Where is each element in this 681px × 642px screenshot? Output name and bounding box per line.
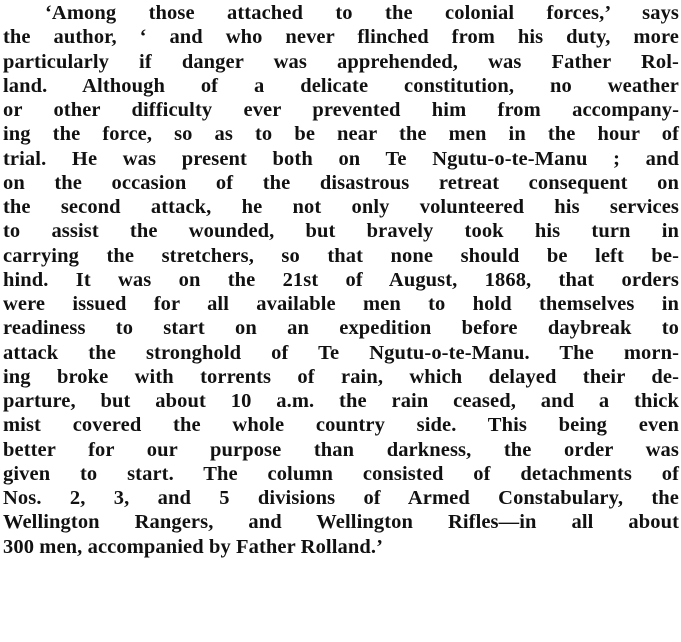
text-line: mist covered the whole country side. This being even	[3, 414, 679, 437]
text-line: carrying the stretchers, so that none should be left be-	[3, 244, 679, 267]
text-line: the second attack, he not only volunteered his services	[3, 196, 679, 218]
text-line: on the occasion of the disastrous retreat consequent on	[3, 171, 679, 194]
text-line: better for our purpose than darkness, the order was	[3, 438, 679, 461]
text-line: hind. It was on the 21st of August, 1868, that orders	[3, 268, 679, 291]
text-line: or other difficulty ever prevented him from accompany-	[3, 99, 679, 121]
text-line: trial. He was present both on Te Ngutu-o-te-Manu ; and	[3, 147, 679, 170]
text-line: ‘Among those attached to the colonial forces,’ says	[45, 2, 679, 24]
text-line: ing broke with torrents of rain, which delayed their de-	[3, 365, 679, 388]
text-line: were issued for all available men to hold themselves in	[3, 293, 679, 315]
text-line: to assist the wounded, but bravely took his turn in	[3, 220, 679, 243]
text-block	[3, 1, 679, 641]
text-line: ing the force, so as to be near the men in the hour of	[3, 123, 679, 146]
text-line: the author, ‘ and who never flinched from his duty, more	[3, 26, 679, 49]
text-line: parture, but about 10 a.m. the rain ceased, and a thick	[3, 390, 679, 412]
text-line: Wellington Rangers, and Wellington Rifles—in all about	[3, 511, 679, 534]
text-line: attack the stronghold of Te Ngutu-o-te-Manu. The morn-	[3, 341, 679, 364]
text-line: Nos. 2, 3, and 5 divisions of Armed Constabulary, the	[3, 487, 679, 509]
text-line: given to start. The column consisted of detachments of	[3, 462, 679, 485]
text-line: land. Although of a delicate constitution, no weather	[3, 74, 679, 97]
text-line: 300 men, accompanied by Father Rolland.’	[3, 535, 384, 558]
text-line: particularly if danger was apprehended, was Father Rol-	[3, 50, 679, 73]
text-line: readiness to start on an expedition before daybreak to	[3, 317, 679, 340]
